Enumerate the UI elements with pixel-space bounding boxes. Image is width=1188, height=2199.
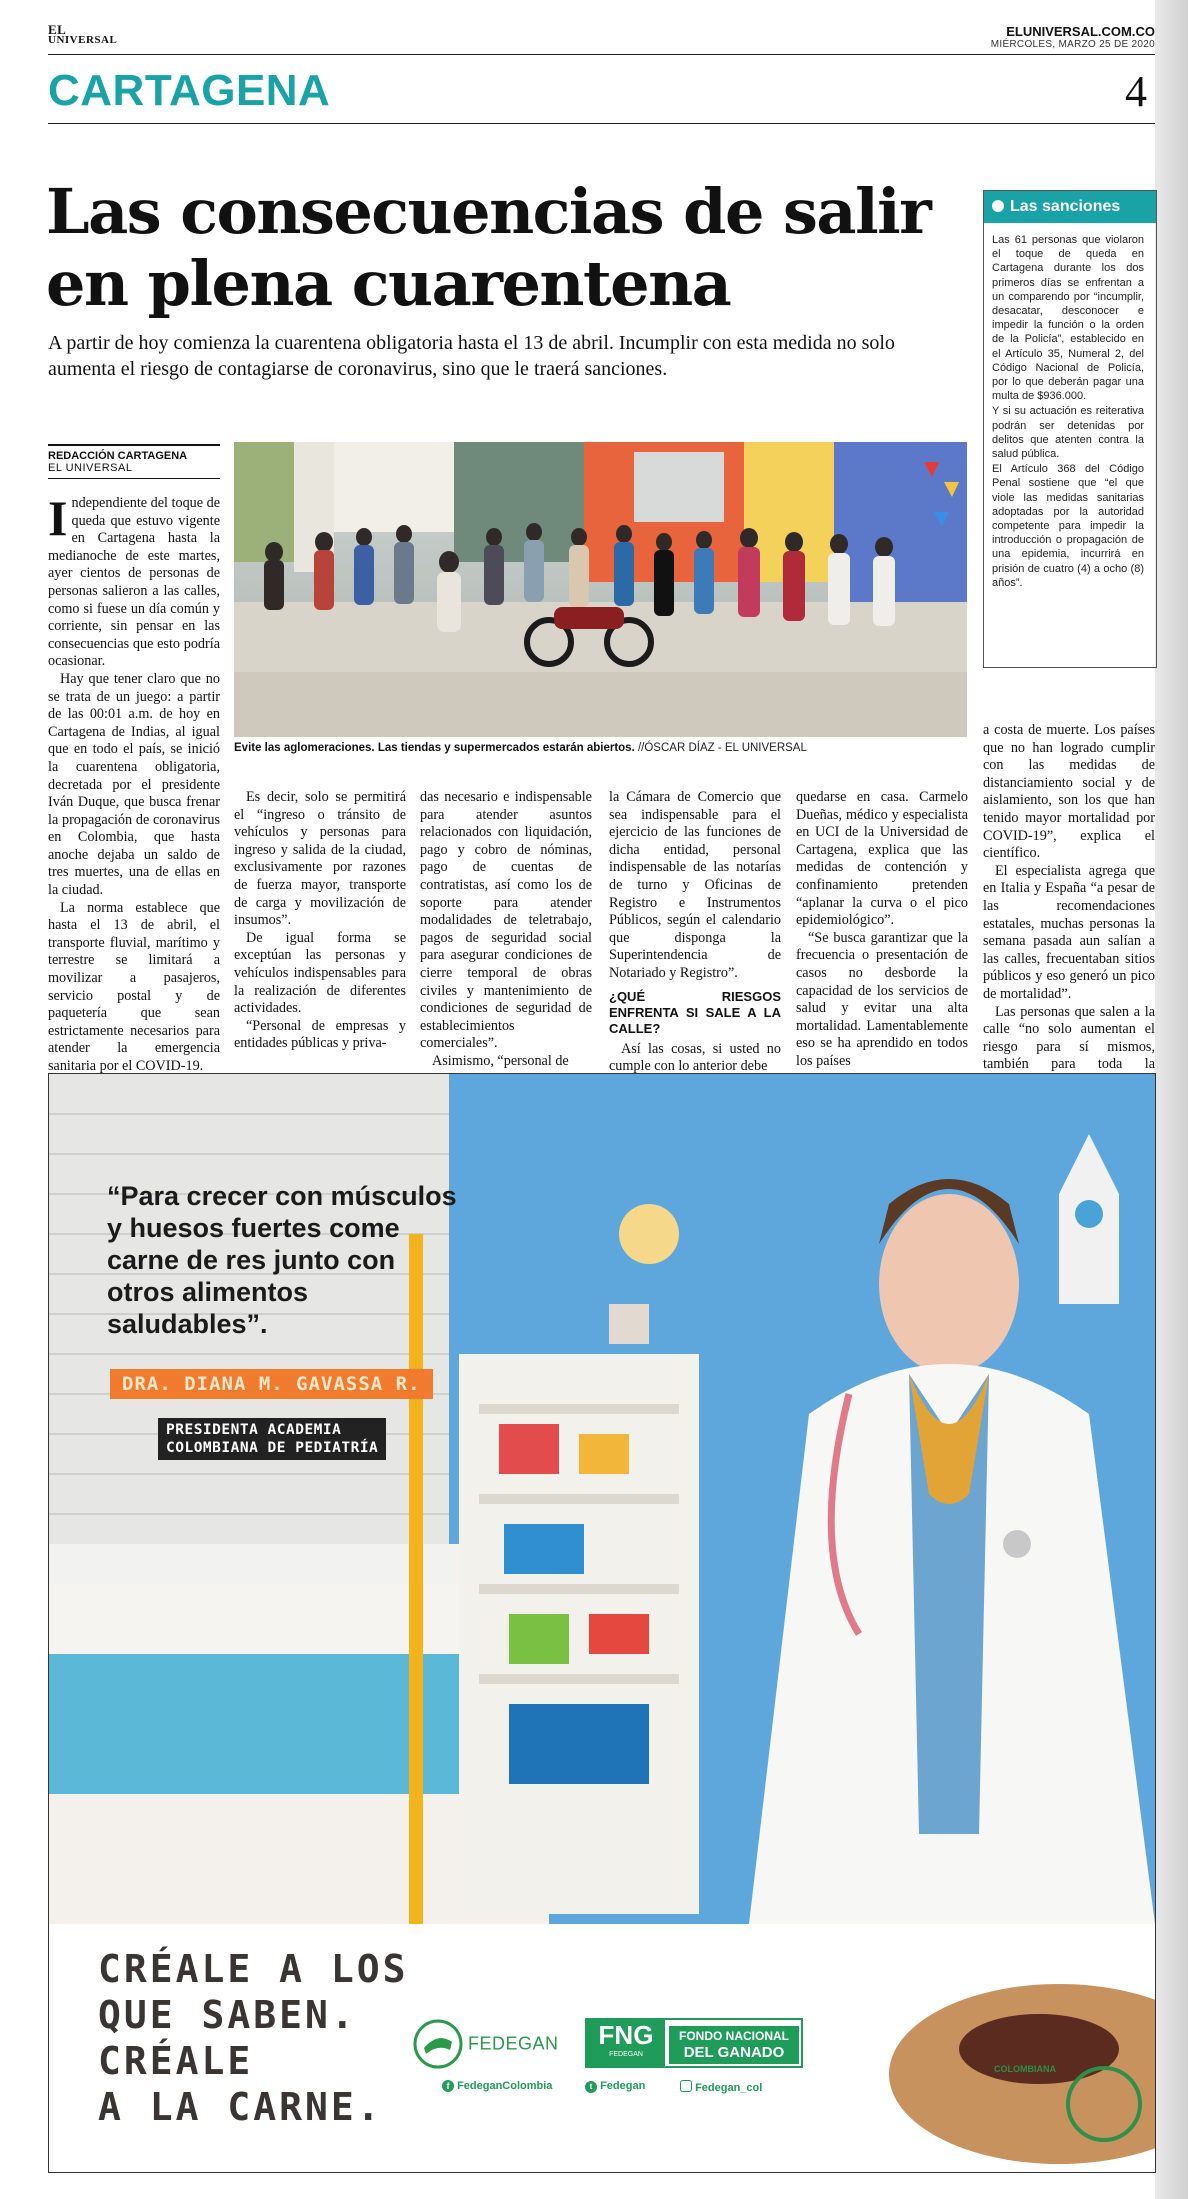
instagram-handle: Fedegan_col: [695, 2082, 763, 2094]
crowd-photo-illustration: [234, 442, 967, 737]
social-twitter[interactable]: [585, 2080, 645, 2093]
article-column-4: [609, 789, 781, 1076]
sanctions-paragraph: Las 61 personas que violaron el toque de queda en Cartagena durante los dos primeros días se enfrentan a un comparendo por “incumplir, desacatar, desconocer e impedir la función o la orden de la Policía”, establecido en el Artículo 35, Numeral 2, del Código Nacional de Policía, por lo que deberán pagar una multa de $936.000.: [992, 234, 1144, 403]
article-column-1: [48, 490, 220, 1076]
sanctions-paragraph: Y si su actuación es reiterativa podrán ser detenidas por delitos que atenten contra la salud pública.: [992, 405, 1144, 461]
fedegan-logo-icon: [412, 2018, 464, 2070]
slogan-line: A LA CARNE.: [98, 2085, 383, 2129]
headline: [46, 176, 986, 320]
page-edge-shadow: [1155, 0, 1188, 2199]
article-paragraph: Hay que tener claro que no se trata de un juego: a partir de las 00:01 a.m. de hoy en Cartagena de Indias, al igual que en todo el país, se inició la cuarentena obligatoria, decretada por el presidente Iván Duque, que busca frenar la propagación de coronavirus en Colombia, que hasta anoche dejaba un saldo de tres muertes, una de ellas en la ciudad.: [48, 670, 220, 899]
article-paragraph: la Cámara de Comercio que sea indispensable para el ejercicio de las funciones de dicha entidad, personal indispensable de las notarías de turno y Oficinas de Registro e Instrumentos Públicos, según el calendario que disponga la Superintendencia de Notariado y Registro”.: [609, 789, 781, 981]
fng-text-block: [669, 2026, 799, 2064]
article-paragraph: La norma establece que hasta el 13 de abril, el transporte fluvial, marítimo y terrestre se limitará a movilizar a pasajeros, servicio postal y de paquetería que sean estrictamente necesarios para atender la emergencia sanitaria por el COVID-19.: [48, 899, 220, 1074]
site-info: [991, 24, 1155, 50]
social-facebook[interactable]: [442, 2080, 552, 2092]
byline-bottom-rule: [48, 478, 220, 479]
byline-author: REDACCIÓN CARTAGENA: [48, 450, 188, 462]
byline-top-rule: [48, 444, 220, 446]
doctor-title-line1: PRESIDENTA ACADEMIA: [166, 1422, 342, 1438]
slogan-line: CRÉALE A LOS: [98, 1947, 409, 1991]
fng-mark: FNG: [598, 2020, 654, 2050]
fng-line2: DEL GANADO: [683, 2044, 785, 2061]
article-paragraph: De igual forma se exceptúan las personas y vehículos indispensables para la realización de diferentes actividades.: [234, 929, 406, 1017]
section-title: CARTAGENA: [48, 66, 331, 115]
ad-quote: “Para crecer con músculos y huesos fuertes come carne de res junto con otros alimentos saludables”.: [107, 1181, 457, 1339]
ad-slogan: [98, 1946, 409, 2130]
sanctions-paragraph: El Artículo 368 del Código Penal sostiene que “el que viole las medidas sanitarias adoptadas por la autoridad competente para impedir la introducción o propagación de una epidemia, incurrirá en prisión de cuatro (4) a ocho (8) años”.: [992, 463, 1144, 589]
article-paragraph: Asimismo, “personal de: [432, 1052, 569, 1069]
issue-date: MIÉRCOLES, MARZO 25 DE 2020: [990, 39, 1155, 50]
article-paragraph: “Personal de empresas y entidades públicas y priva-: [234, 1017, 406, 1052]
headline-line1: Las consecuencias de salir: [46, 175, 931, 248]
article-paragraph: “Se busca garantizar que la frecuencia o presentación de casos no desborde la capacidad de los servicios de salud y evitar una alta mortalidad. Lamentablemente eso se ha aprendido en todos los países: [796, 929, 968, 1069]
caption-text: Evite las aglomeraciones. Las tiendas y supermercados estarán abiertos.: [234, 742, 635, 754]
fng-logo: [585, 2018, 803, 2068]
doctor-title-line2: COLOMBIANA DE PEDIATRÍA: [166, 1440, 379, 1456]
facebook-icon: f: [442, 2080, 454, 2092]
article-paragraph: Así las cosas, si usted no cumple con lo anterior debe: [609, 1040, 781, 1075]
sanctions-box-header: [984, 191, 1156, 223]
fng-sub: FEDEGAN: [609, 2051, 643, 2058]
byline-org: EL UNIVERSAL: [48, 462, 133, 474]
sanctions-box: [983, 190, 1157, 668]
newspaper-logo: [48, 24, 117, 46]
logo-top: EL: [48, 22, 67, 37]
fedegan-logo: [412, 2018, 559, 2070]
crowd-photo: [234, 442, 967, 737]
slogan-line: CRÉALE: [98, 2039, 254, 2083]
article-paragraph: [48, 490, 220, 671]
photo-caption: [234, 742, 967, 754]
header-rule: [48, 54, 1155, 55]
article-column-5: [796, 789, 968, 1071]
article-paragraph: quedarse en casa. Carmelo Dueñas, médico y especialista en UCI de la Universidad de Cartagena, explica que las medidas de contención y confinamiento pretenden “aplanar la curva o el pico epidemiológico”.: [796, 789, 968, 929]
doctor-title: [158, 1418, 386, 1460]
logo-bottom: UNIVERSAL: [48, 34, 118, 46]
social-instagram[interactable]: [680, 2080, 762, 2094]
sanctions-body: [992, 233, 1144, 591]
twitter-icon: t: [585, 2081, 597, 2093]
article-paragraph: El especialista agrega que en Italia y España “a pesar de las recomendaciones estatales, muchas personas la semana pasada aun salían a las calles, frecuentaban sitios públicos y eso generó un pico de mortalidad”.: [983, 862, 1155, 1002]
article-column-6: [983, 722, 1155, 1091]
paragraph-text: ndependiente del toque de queda que estuvo vigente en Cartagena hasta la medianoche de este martes, ayer cientos de personas de personas salieron a las calles, como si fuese un día común y corriente, sin pensar en las consecuencias que esto podría ocasionar.: [48, 495, 220, 670]
slogan-line: QUE SABEN.: [98, 1993, 357, 2037]
bullet-icon: [992, 200, 1004, 212]
page-number: 4: [1125, 67, 1147, 116]
twitter-handle: Fedegan: [600, 2080, 646, 2092]
fng-line1: FONDO NACIONAL: [679, 2029, 789, 2043]
facebook-handle: FedeganColombia: [457, 2080, 553, 2092]
deck: A partir de hoy comienza la cuarentena obligatoria hasta el 13 de abril. Incumplir con esta medida no solo aumenta el riesgo de contagiarse de coronavirus, sino que le traerá sanciones.: [48, 332, 895, 380]
fedegan-name: FEDEGAN: [468, 2033, 559, 2054]
article-paragraph: a costa de muerte. Los países que no han logrado cumplir con las medidas de distanciamiento social y de aislamiento, son los que han tenido mayor mortalidad por COVID-19”, explica el científico.: [983, 722, 1155, 862]
site-url: ELUNIVERSAL.COM.CO: [1006, 24, 1155, 39]
article-paragraph: Las personas que salen a la calle “no solo aumentan el riesgo para sí mismos, también para toda la: [983, 1003, 1155, 1073]
caption-credit: //ÓSCAR DÍAZ - EL UNIVERSAL: [634, 742, 807, 754]
instagram-icon: [680, 2080, 692, 2092]
article-paragraph: das necesario e indispensable para atender asuntos relacionados con liquidación, pago y cobro de nóminas, pago de cuentas de contratistas, así como los de soporte para atender modalidades de teletrabajo, pagos de seguridad social para asegurar condiciones de cierre temporal de obras civiles y mantenimiento de condiciones de seguridad de establecimientos comerciales”.: [420, 789, 592, 1052]
article-paragraph: Es decir, solo se permitirá el “ingreso o tránsito de vehículos y personas para ingreso y salida de la ciudad, exclusivamente por razones de fuerza mayor, transporte de carga y movilización de insumos”.: [234, 789, 406, 929]
drop-cap: I: [48, 490, 68, 546]
fng-mark-block: [587, 2020, 665, 2066]
sanctions-title: Las sanciones: [1010, 198, 1121, 215]
byline: [48, 444, 220, 479]
headline-line2: en plena cuarentena: [46, 247, 731, 320]
article-column-2: [234, 789, 406, 1053]
article-column-3: [420, 789, 592, 1071]
section-rule: [48, 123, 1155, 124]
doctor-name: DRA. DIANA M. GAVASSA R.: [110, 1369, 433, 1399]
ad-seal-text: COLOMBIANA: [994, 2064, 1056, 2074]
subheading: ¿QUÉ RIESGOS ENFRENTA SI SALE A LA CALLE?: [609, 988, 781, 1036]
